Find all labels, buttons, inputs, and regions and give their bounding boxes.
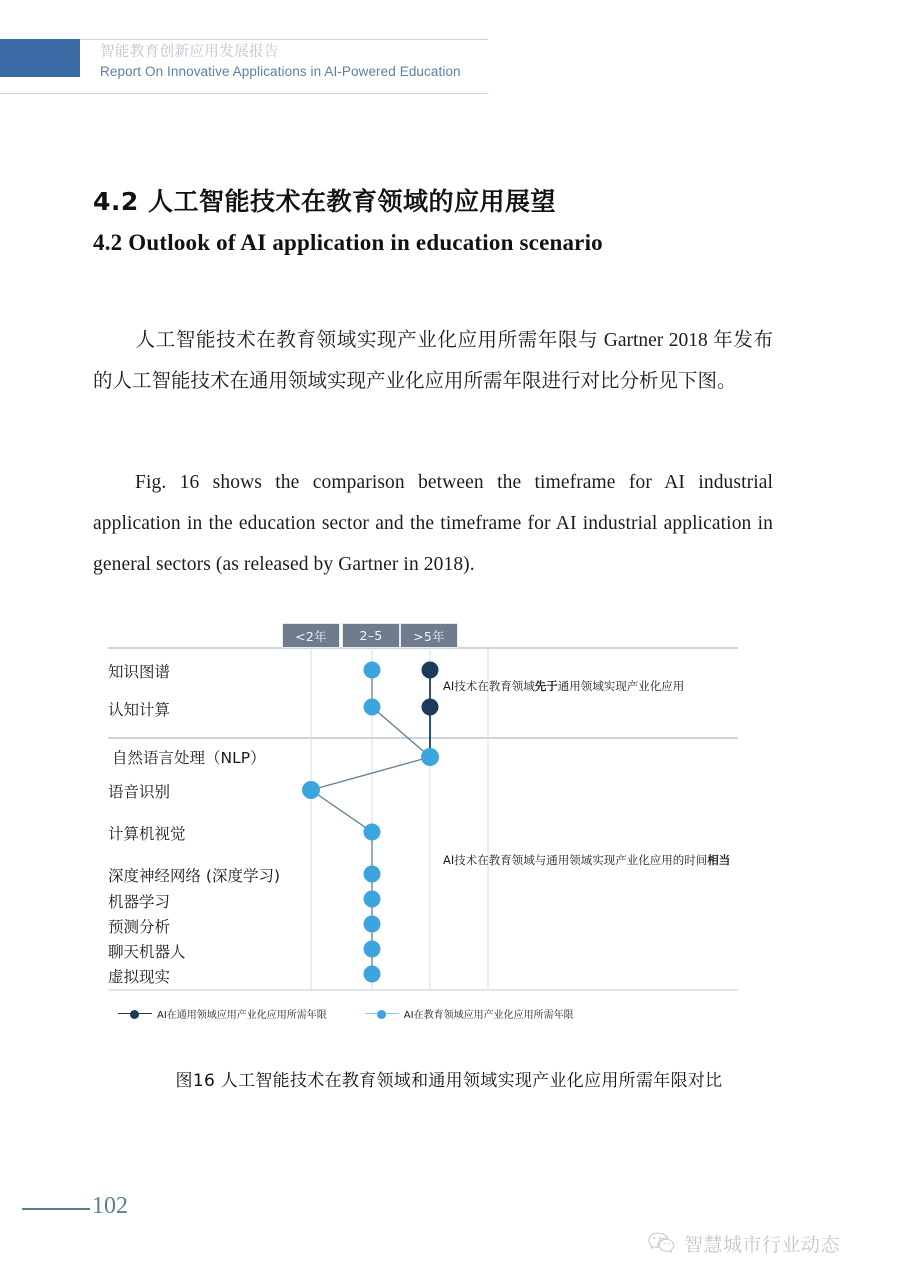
category-label-9: 虚拟现实 bbox=[108, 968, 171, 986]
header-title-cn: 智能教育创新应用发展报告 bbox=[100, 44, 279, 60]
annotation-1-tail: 通用领域实现产业化应用 bbox=[557, 679, 685, 693]
section-heading-en: 4.2 Outlook of AI application in education scenario bbox=[93, 230, 603, 255]
header-rule-bottom bbox=[0, 93, 488, 94]
page-number: 102 bbox=[92, 1193, 128, 1219]
data-point-blue bbox=[302, 781, 320, 799]
page-number-rule bbox=[22, 1208, 90, 1210]
data-point-blue bbox=[364, 824, 381, 841]
data-point-navy bbox=[422, 699, 439, 716]
chart-plot-area bbox=[108, 612, 738, 1024]
category-label-2: 自然语言处理（NLP） bbox=[112, 749, 266, 767]
annotation-1-lead: AI技术在教育领域 bbox=[443, 679, 535, 693]
category-label-7: 预测分析 bbox=[108, 918, 171, 936]
data-point-blue bbox=[364, 866, 381, 883]
watermark bbox=[648, 1230, 840, 1257]
data-point-blue bbox=[364, 916, 381, 933]
legend-label-general: AI在通用领域应用产业化应用所需年限 bbox=[157, 1010, 327, 1021]
paragraph-english-text: Fig. 16 shows the comparison between the timeframe for AI industrial application in the education sector and the timeframe for AI industrial application in general sectors (as released by Gartner in 2018). bbox=[93, 472, 773, 575]
legend-item-general bbox=[118, 1006, 327, 1021]
data-point-blue bbox=[364, 662, 381, 679]
legend-label-education: AI在教育领域应用产业化应用所需年限 bbox=[403, 1010, 574, 1021]
header-title-en: Report On Innovative Applications in AI-Powered Education bbox=[100, 64, 461, 79]
data-point-blue bbox=[364, 941, 381, 958]
category-label-3: 语音识别 bbox=[108, 783, 171, 801]
category-label-4: 计算机视觉 bbox=[108, 825, 186, 843]
data-point-blue bbox=[421, 748, 439, 766]
column-header-lt2: <2年 bbox=[282, 623, 340, 648]
category-label-0: 知识图谱 bbox=[108, 663, 171, 681]
category-label-5: 深度神经网络 (深度学习) bbox=[108, 867, 281, 885]
paragraph-chinese-text: 人工智能技术在教育领域实现产业化应用所需年限与 Gartner 2018 年发布的人工智能技术在通用领域实现产业化应用所需年限进行对比分析见下图。 bbox=[93, 330, 773, 392]
data-point-blue bbox=[364, 891, 381, 908]
annotation-2-mid: 间 bbox=[695, 853, 708, 867]
annotation-2-bold: 相当 bbox=[707, 853, 731, 867]
category-label-6: 机器学习 bbox=[108, 893, 171, 911]
legend-swatch-blue bbox=[365, 1009, 399, 1019]
data-point-navy bbox=[422, 662, 439, 679]
header-accent-block bbox=[0, 39, 80, 77]
running-header bbox=[0, 32, 488, 94]
figure-16-chart bbox=[108, 612, 738, 1024]
category-label-8: 聊天机器人 bbox=[108, 943, 186, 961]
annotation-2-lead: AI技术在教育领域与通用领域实现产业化应用的时 bbox=[443, 853, 696, 867]
figure-caption: 图16 人工智能技术在教育领域和通用领域实现产业化应用所需年限对比 bbox=[175, 1071, 723, 1091]
paragraph-english bbox=[93, 462, 773, 585]
legend-swatch-navy bbox=[118, 1009, 152, 1019]
section-heading-cn: 4.2 人工智能技术在教育领域的应用展望 bbox=[93, 187, 556, 216]
watermark-text: 智慧城市行业动态 bbox=[684, 1234, 841, 1256]
wechat-icon bbox=[648, 1232, 675, 1255]
legend-item-education bbox=[365, 1006, 574, 1021]
data-point-blue bbox=[364, 966, 381, 983]
chart-annotation-2 bbox=[443, 852, 743, 868]
data-point-blue bbox=[364, 699, 381, 716]
column-header-2to5: 2–5 bbox=[342, 623, 400, 648]
paragraph-chinese bbox=[93, 320, 773, 402]
annotation-1-bold: 先于 bbox=[534, 679, 558, 693]
chart-legend bbox=[118, 1006, 574, 1021]
category-label-1: 认知计算 bbox=[108, 701, 171, 719]
chart-annotation-1 bbox=[443, 678, 743, 694]
column-header-gt5: >5年 bbox=[400, 623, 458, 648]
